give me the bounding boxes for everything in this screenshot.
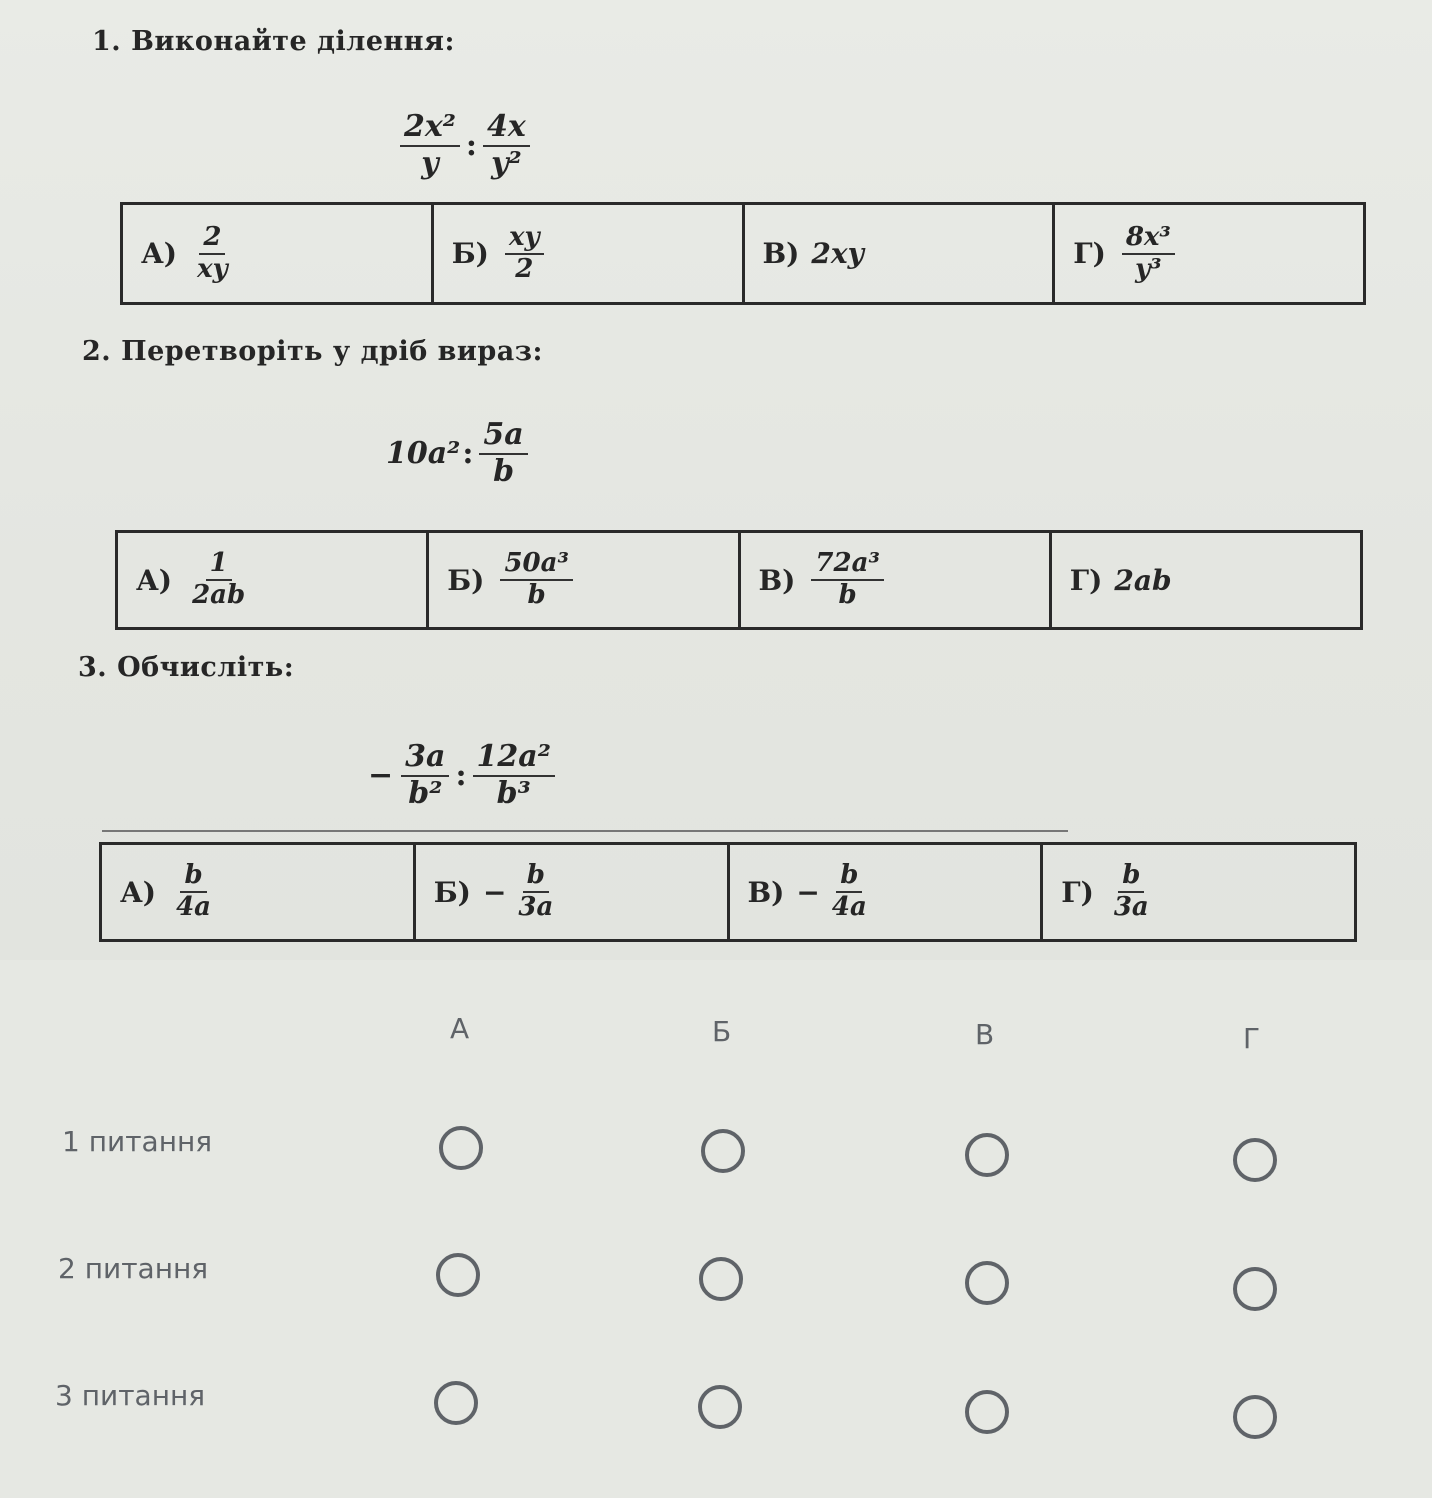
question-1-expression	[396, 110, 534, 181]
denominator: 3a	[1113, 892, 1149, 922]
column-header-c: В	[975, 1018, 995, 1051]
denominator: 4a	[176, 892, 211, 922]
fraction	[401, 740, 449, 811]
radio-row1-c[interactable]	[965, 1133, 1009, 1177]
question-3-expression	[368, 740, 559, 811]
answer-letter: В)	[747, 875, 785, 909]
answer-letter: Б)	[451, 237, 489, 270]
denominator: b	[838, 580, 857, 610]
fraction	[473, 740, 555, 811]
numerator: 5a	[479, 418, 527, 455]
answer-letter: А)	[141, 237, 178, 270]
column-header-d: Г	[1243, 1022, 1261, 1055]
answer-c	[745, 205, 1056, 302]
minus-sign: −	[482, 875, 507, 909]
radio-row3-a[interactable]	[434, 1381, 478, 1425]
column-header-a: А	[450, 1012, 470, 1045]
question-1-answers	[120, 202, 1366, 305]
numerator: 2	[199, 223, 225, 255]
answer-letter: В)	[758, 563, 796, 597]
denominator: 2	[515, 253, 534, 284]
denominator: 2ab	[192, 580, 246, 610]
answer-letter: Г)	[1069, 563, 1103, 597]
fraction	[483, 110, 530, 181]
numerator: b	[523, 861, 549, 893]
radio-row3-d[interactable]	[1233, 1395, 1277, 1439]
numerator: b	[180, 861, 206, 893]
division-sign: :	[465, 128, 477, 163]
numerator: b	[836, 861, 862, 893]
radio-row1-a[interactable]	[439, 1126, 483, 1170]
question-3-answers	[99, 842, 1357, 942]
radio-row2-d[interactable]	[1233, 1267, 1277, 1311]
answer-value: 2xy	[811, 237, 864, 270]
numerator: 3a	[401, 740, 449, 777]
radio-row2-a[interactable]	[436, 1253, 480, 1297]
answer-letter: Б)	[433, 875, 471, 909]
row-label-3: 3 питання	[55, 1379, 206, 1412]
numerator: 2x²	[400, 110, 460, 147]
fraction	[1110, 861, 1153, 923]
denominator: b	[493, 453, 515, 489]
question-2-expression	[386, 418, 532, 489]
answer-a	[118, 533, 429, 627]
answer-b	[434, 205, 745, 302]
divider-line	[102, 830, 1068, 832]
numerator: 1	[206, 549, 232, 581]
denominator: 4a	[831, 892, 867, 922]
question-2-answers	[115, 530, 1363, 630]
answer-a	[102, 845, 416, 939]
expression-term: 10a²	[386, 436, 461, 471]
fraction	[1122, 223, 1175, 285]
radio-row2-c[interactable]	[965, 1261, 1009, 1305]
radio-row2-b[interactable]	[699, 1257, 743, 1301]
row-label-2: 2 питання	[58, 1252, 209, 1285]
answer-c	[741, 533, 1052, 627]
denominator: y	[421, 145, 439, 181]
numerator: 50a³	[500, 549, 572, 581]
fraction	[811, 549, 883, 611]
numerator: 4x	[483, 110, 530, 147]
answer-letter: А)	[120, 875, 157, 909]
numerator: 12a²	[473, 740, 555, 777]
numerator: b	[1118, 861, 1144, 893]
answer-letter: Г)	[1073, 237, 1106, 270]
denominator: 3a	[518, 892, 554, 922]
radio-row3-c[interactable]	[965, 1390, 1009, 1434]
radio-row3-b[interactable]	[698, 1385, 742, 1429]
answer-d	[1052, 533, 1360, 627]
radio-row1-d[interactable]	[1233, 1138, 1277, 1182]
fraction	[400, 110, 460, 181]
fraction	[500, 549, 572, 611]
fraction	[172, 861, 215, 923]
answer-a	[123, 205, 434, 302]
fraction	[505, 223, 544, 285]
question-1-title: 1. Виконайте ділення:	[92, 26, 455, 57]
fraction	[828, 861, 871, 923]
denominator: b	[527, 580, 546, 610]
fraction	[514, 861, 557, 923]
radio-row1-b[interactable]	[701, 1129, 745, 1173]
numerator: xy	[505, 223, 544, 255]
numerator: 8x³	[1122, 223, 1175, 255]
minus-sign: −	[796, 875, 820, 909]
fraction	[188, 549, 249, 611]
minus-sign: −	[368, 758, 394, 793]
denominator: y³	[1135, 253, 1162, 284]
denominator: xy	[197, 253, 228, 284]
question-2-title: 2. Перетворіть у дріб вираз:	[82, 336, 543, 367]
fraction	[479, 418, 527, 489]
answer-letter: А)	[136, 563, 173, 597]
answer-d	[1043, 845, 1354, 939]
fraction	[193, 223, 232, 285]
denominator: y²	[491, 145, 522, 181]
question-3-title: 3. Обчисліть:	[78, 652, 295, 683]
numerator: 72a³	[811, 549, 883, 581]
division-sign: :	[455, 758, 467, 793]
division-sign: :	[462, 436, 474, 471]
answer-value: 2ab	[1114, 563, 1172, 597]
answer-b	[416, 845, 730, 939]
denominator: b³	[496, 775, 531, 811]
answer-letter: В)	[762, 237, 800, 270]
answer-b	[429, 533, 740, 627]
row-label-1: 1 питання	[62, 1125, 213, 1158]
answer-letter: Б)	[447, 563, 485, 597]
answer-c	[730, 845, 1044, 939]
answer-d	[1055, 205, 1363, 302]
column-header-b: Б	[712, 1015, 732, 1048]
denominator: b²	[408, 775, 443, 811]
answer-letter: Г)	[1061, 875, 1094, 909]
